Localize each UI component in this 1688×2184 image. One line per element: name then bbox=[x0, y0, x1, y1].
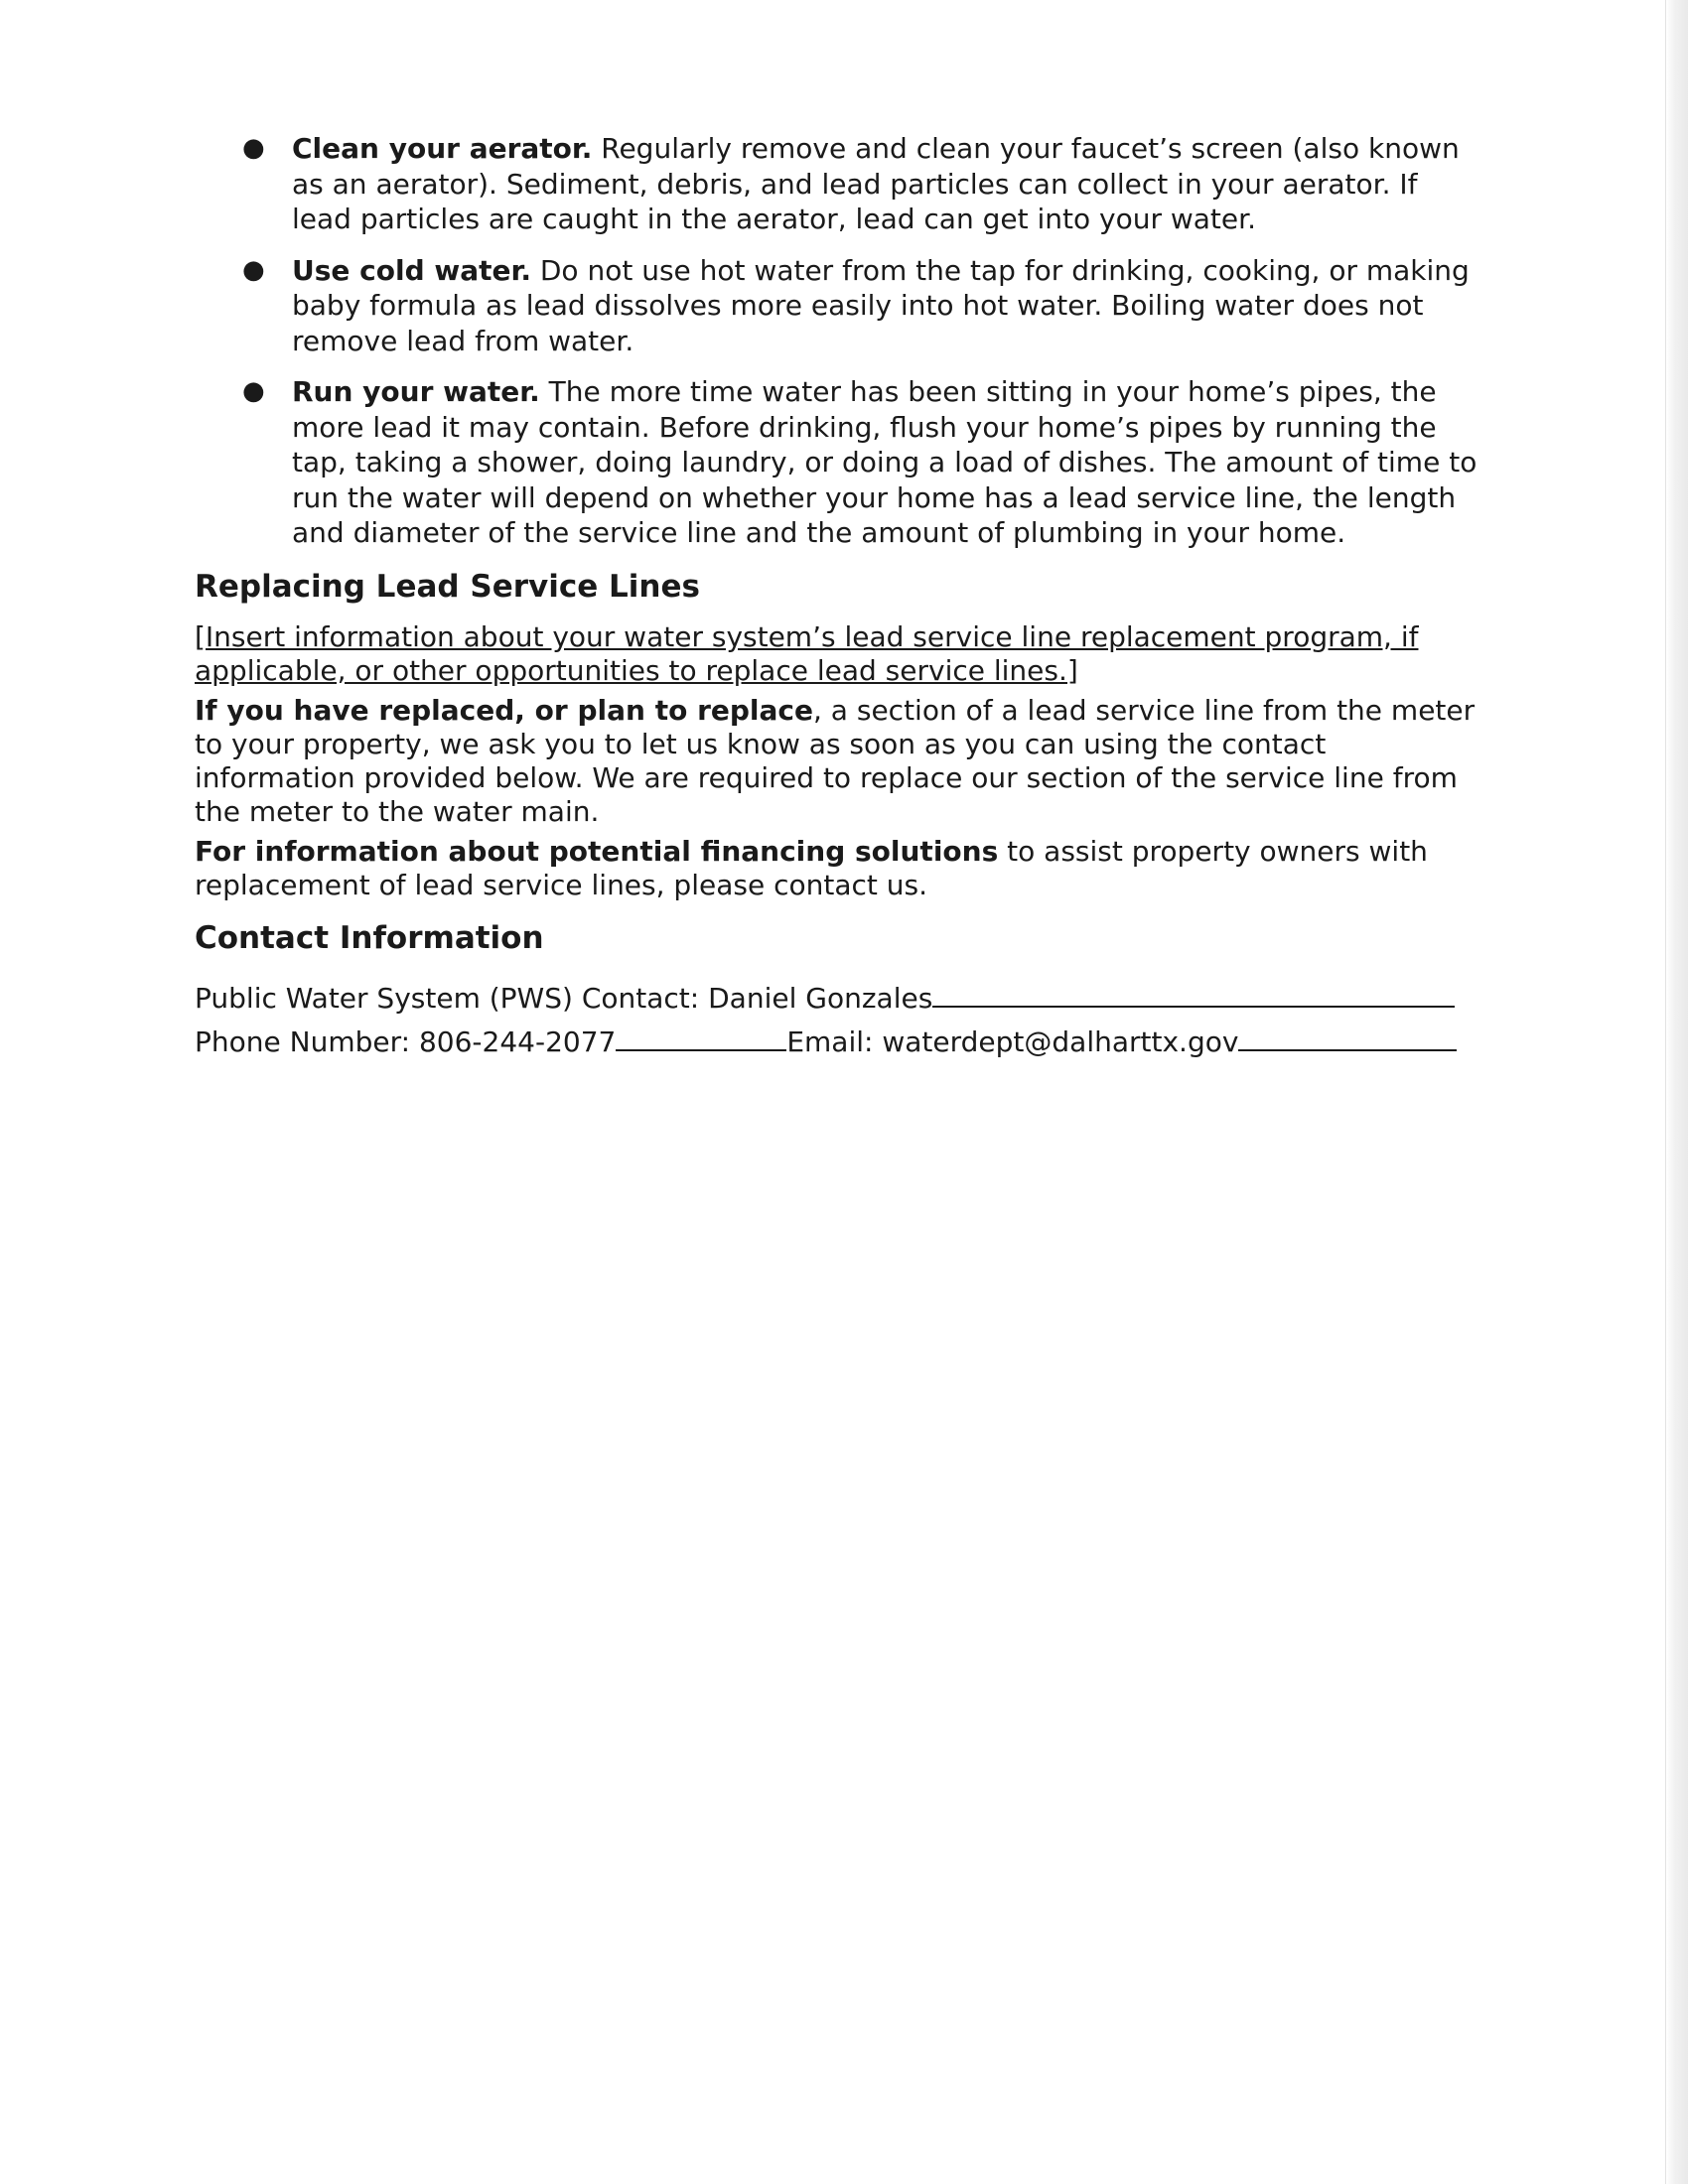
bullet-icon: ● bbox=[242, 254, 265, 285]
tip-lead: Use cold water. bbox=[292, 253, 531, 287]
tip-text: Regularly remove and clean your faucet’s screen (also known as an aerator). Sediment, debris, and lead particles can collect in your aerator. If lead particles are caught in the aerator, lead can get into your water. bbox=[292, 132, 1460, 235]
replaced-lead: If you have replaced, or plan to replace bbox=[195, 693, 813, 727]
bullet-icon: ● bbox=[242, 376, 265, 406]
pws-contact-label: Public Water System (PWS) Contact: bbox=[195, 981, 709, 1015]
pws-contact-blank bbox=[932, 976, 1455, 1008]
list-item bbox=[195, 374, 1485, 551]
financing-paragraph bbox=[195, 835, 1485, 902]
email-value: waterdept@dalharttx.gov bbox=[882, 1024, 1239, 1058]
replaced-text: , a section of a lead service line from the meter to your property, we ask you to let us know as soon as you can using the contact information provided below. We are required to replace our section of the service line from the meter to the water main. bbox=[195, 693, 1476, 828]
phone-value: 806-244-2077 bbox=[418, 1024, 617, 1058]
email-label: Email: bbox=[786, 1024, 883, 1058]
tip-text: The more time water has been sitting in your home’s pipes, the more lead it may contain. Before drinking, flush your home’s pipes by running the tap, taking a shower, doing laundry, or doing a load of dishes. The amount of time to run the water will depend on whether your home has a lead service line, the length and diameter of the service line and the amount of plumbing in your home. bbox=[292, 375, 1477, 549]
replaced-paragraph bbox=[195, 694, 1485, 829]
financing-text: to assist property owners with replacement of lead service lines, please contact us. bbox=[195, 834, 1428, 901]
tip-lead: Clean your aerator. bbox=[292, 132, 593, 165]
pws-contact-value: Daniel Gonzales bbox=[708, 981, 933, 1015]
list-item bbox=[195, 131, 1485, 237]
page-edge-shadow bbox=[1665, 0, 1688, 2184]
phone-email-line bbox=[195, 1020, 1485, 1063]
phone-blank bbox=[616, 1020, 786, 1051]
list-item bbox=[195, 253, 1485, 359]
pws-contact-line bbox=[195, 976, 1485, 1020]
document-body bbox=[195, 131, 1485, 1063]
bullet-icon: ● bbox=[242, 133, 265, 163]
section-heading-replacing: Replacing Lead Service Lines bbox=[195, 568, 700, 605]
financing-lead: For information about potential financing solutions bbox=[195, 834, 999, 868]
tip-lead: Run your water. bbox=[292, 375, 540, 408]
insert-placeholder-note: [Insert information about your water system’s lead service line replacement program, if applicable, or other opportunities to replace lead service lines.] bbox=[195, 619, 1419, 687]
phone-label: Phone Number: bbox=[195, 1024, 419, 1058]
section-heading-contact: Contact Information bbox=[195, 919, 544, 956]
email-blank bbox=[1238, 1020, 1457, 1051]
tips-list bbox=[195, 131, 1485, 551]
tip-text: Do not use hot water from the tap for drinking, cooking, or making baby formula as lead dissolves more easily into hot water. Boiling water does not remove lead from water. bbox=[292, 253, 1470, 357]
